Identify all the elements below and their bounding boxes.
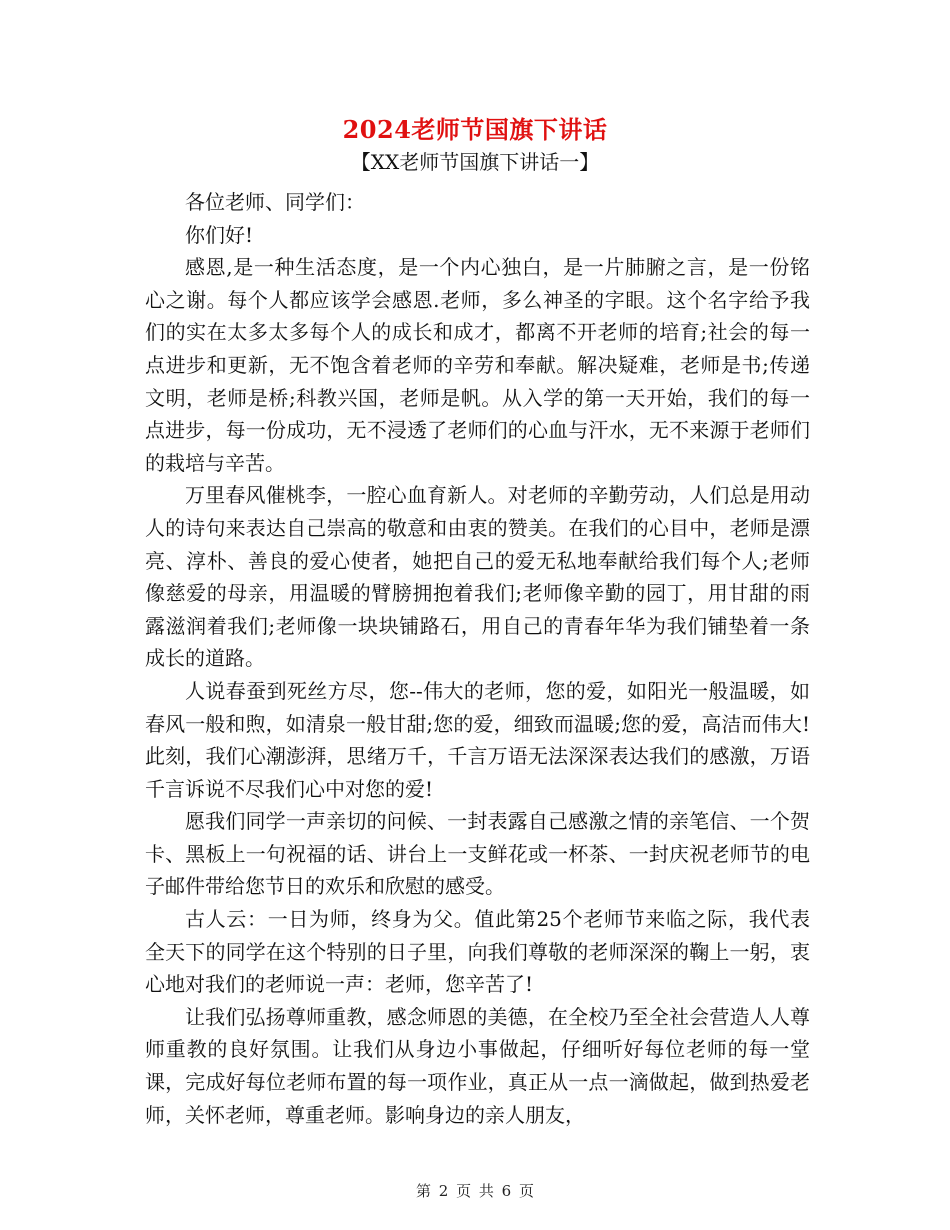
page-number-footer: 第 2 页 共 6 页 (416, 1182, 534, 1200)
document-body (145, 186, 810, 1131)
body-paragraph: 人说春蚕到死丝方尽，您--伟大的老师，您的爱，如阳光一般温暖，如春风一般和煦，如清泉一般甘甜;您的爱，细致而温暖;您的爱，高洁而伟大!此刻，我们心潮澎湃，思绪万千，千言万语无法深深表达我们的感激，万语千言诉说不尽我们心中对您的爱! (145, 678, 810, 801)
body-paragraph: 愿我们同学一声亲切的问候、一封表露自己感激之情的亲笔信、一个贺卡、黑板上一句祝福的话、讲台上一支鲜花或一杯茶、一封庆祝老师节的电子邮件带给您节日的欢乐和欣慰的感受。 (145, 809, 810, 899)
body-paragraph: 感恩,是一种生活态度，是一个内心独白，是一片肺腑之言，是一份铭心之谢。每个人都应该学会感恩.老师，多么神圣的字眼。这个名字给予我们的实在太多太多每个人的成长和成才，都离不开老师的培育;社会的每一点进步和更新，无不饱含着老师的辛劳和奉献。解决疑难，老师是书;传递文明，老师是桥;科教兴国，老师是帆。从入学的第一天开始，我们的每一点进步，每一份成功，无不浸透了老师们的心血与汗水，无不来源于老师们的栽培与辛苦。 (145, 255, 810, 475)
body-paragraph: 古人云：一日为师，终身为父。值此第25个老师节来临之际，我代表全天下的同学在这个特别的日子里，向我们尊敬的老师深深的鞠上一躬，衷心地对我们的老师说一声：老师，您辛苦了! (145, 907, 810, 997)
body-paragraph: 万里春风催桃李，一腔心血育新人。对老师的辛勤劳动，人们总是用动人的诗句来表达自己崇高的敬意和由衷的赞美。在我们的心目中，老师是漂亮、淳朴、善良的爱心使者，她把自己的爱无私地奉献给我们每个人;老师像慈爱的母亲，用温暖的臂膀拥抱着我们;老师像辛勤的园丁，用甘甜的雨露滋润着我们;老师像一块块铺路石，用自己的青春年华为我们铺垫着一条成长的道路。 (145, 483, 810, 671)
greeting-paragraph: 各位老师、同学们： (185, 190, 365, 214)
document-title: 2024老师节国旗下讲话 (342, 115, 608, 144)
greeting-paragraph: 你们好! (185, 222, 254, 247)
document-subtitle: 【XX老师节国旗下讲话一】 (350, 150, 600, 174)
body-paragraph: 让我们弘扬尊师重教，感念师恩的美德，在全校乃至全社会营造人人尊师重教的良好氛围。让我们从身边小事做起，仔细听好每位老师的每一堂课，完成好每位老师布置的每一项作业，真正从一点一滴做起，做到热爱老师，关怀老师，尊重老师。影响身边的亲人朋友， (145, 1004, 810, 1127)
